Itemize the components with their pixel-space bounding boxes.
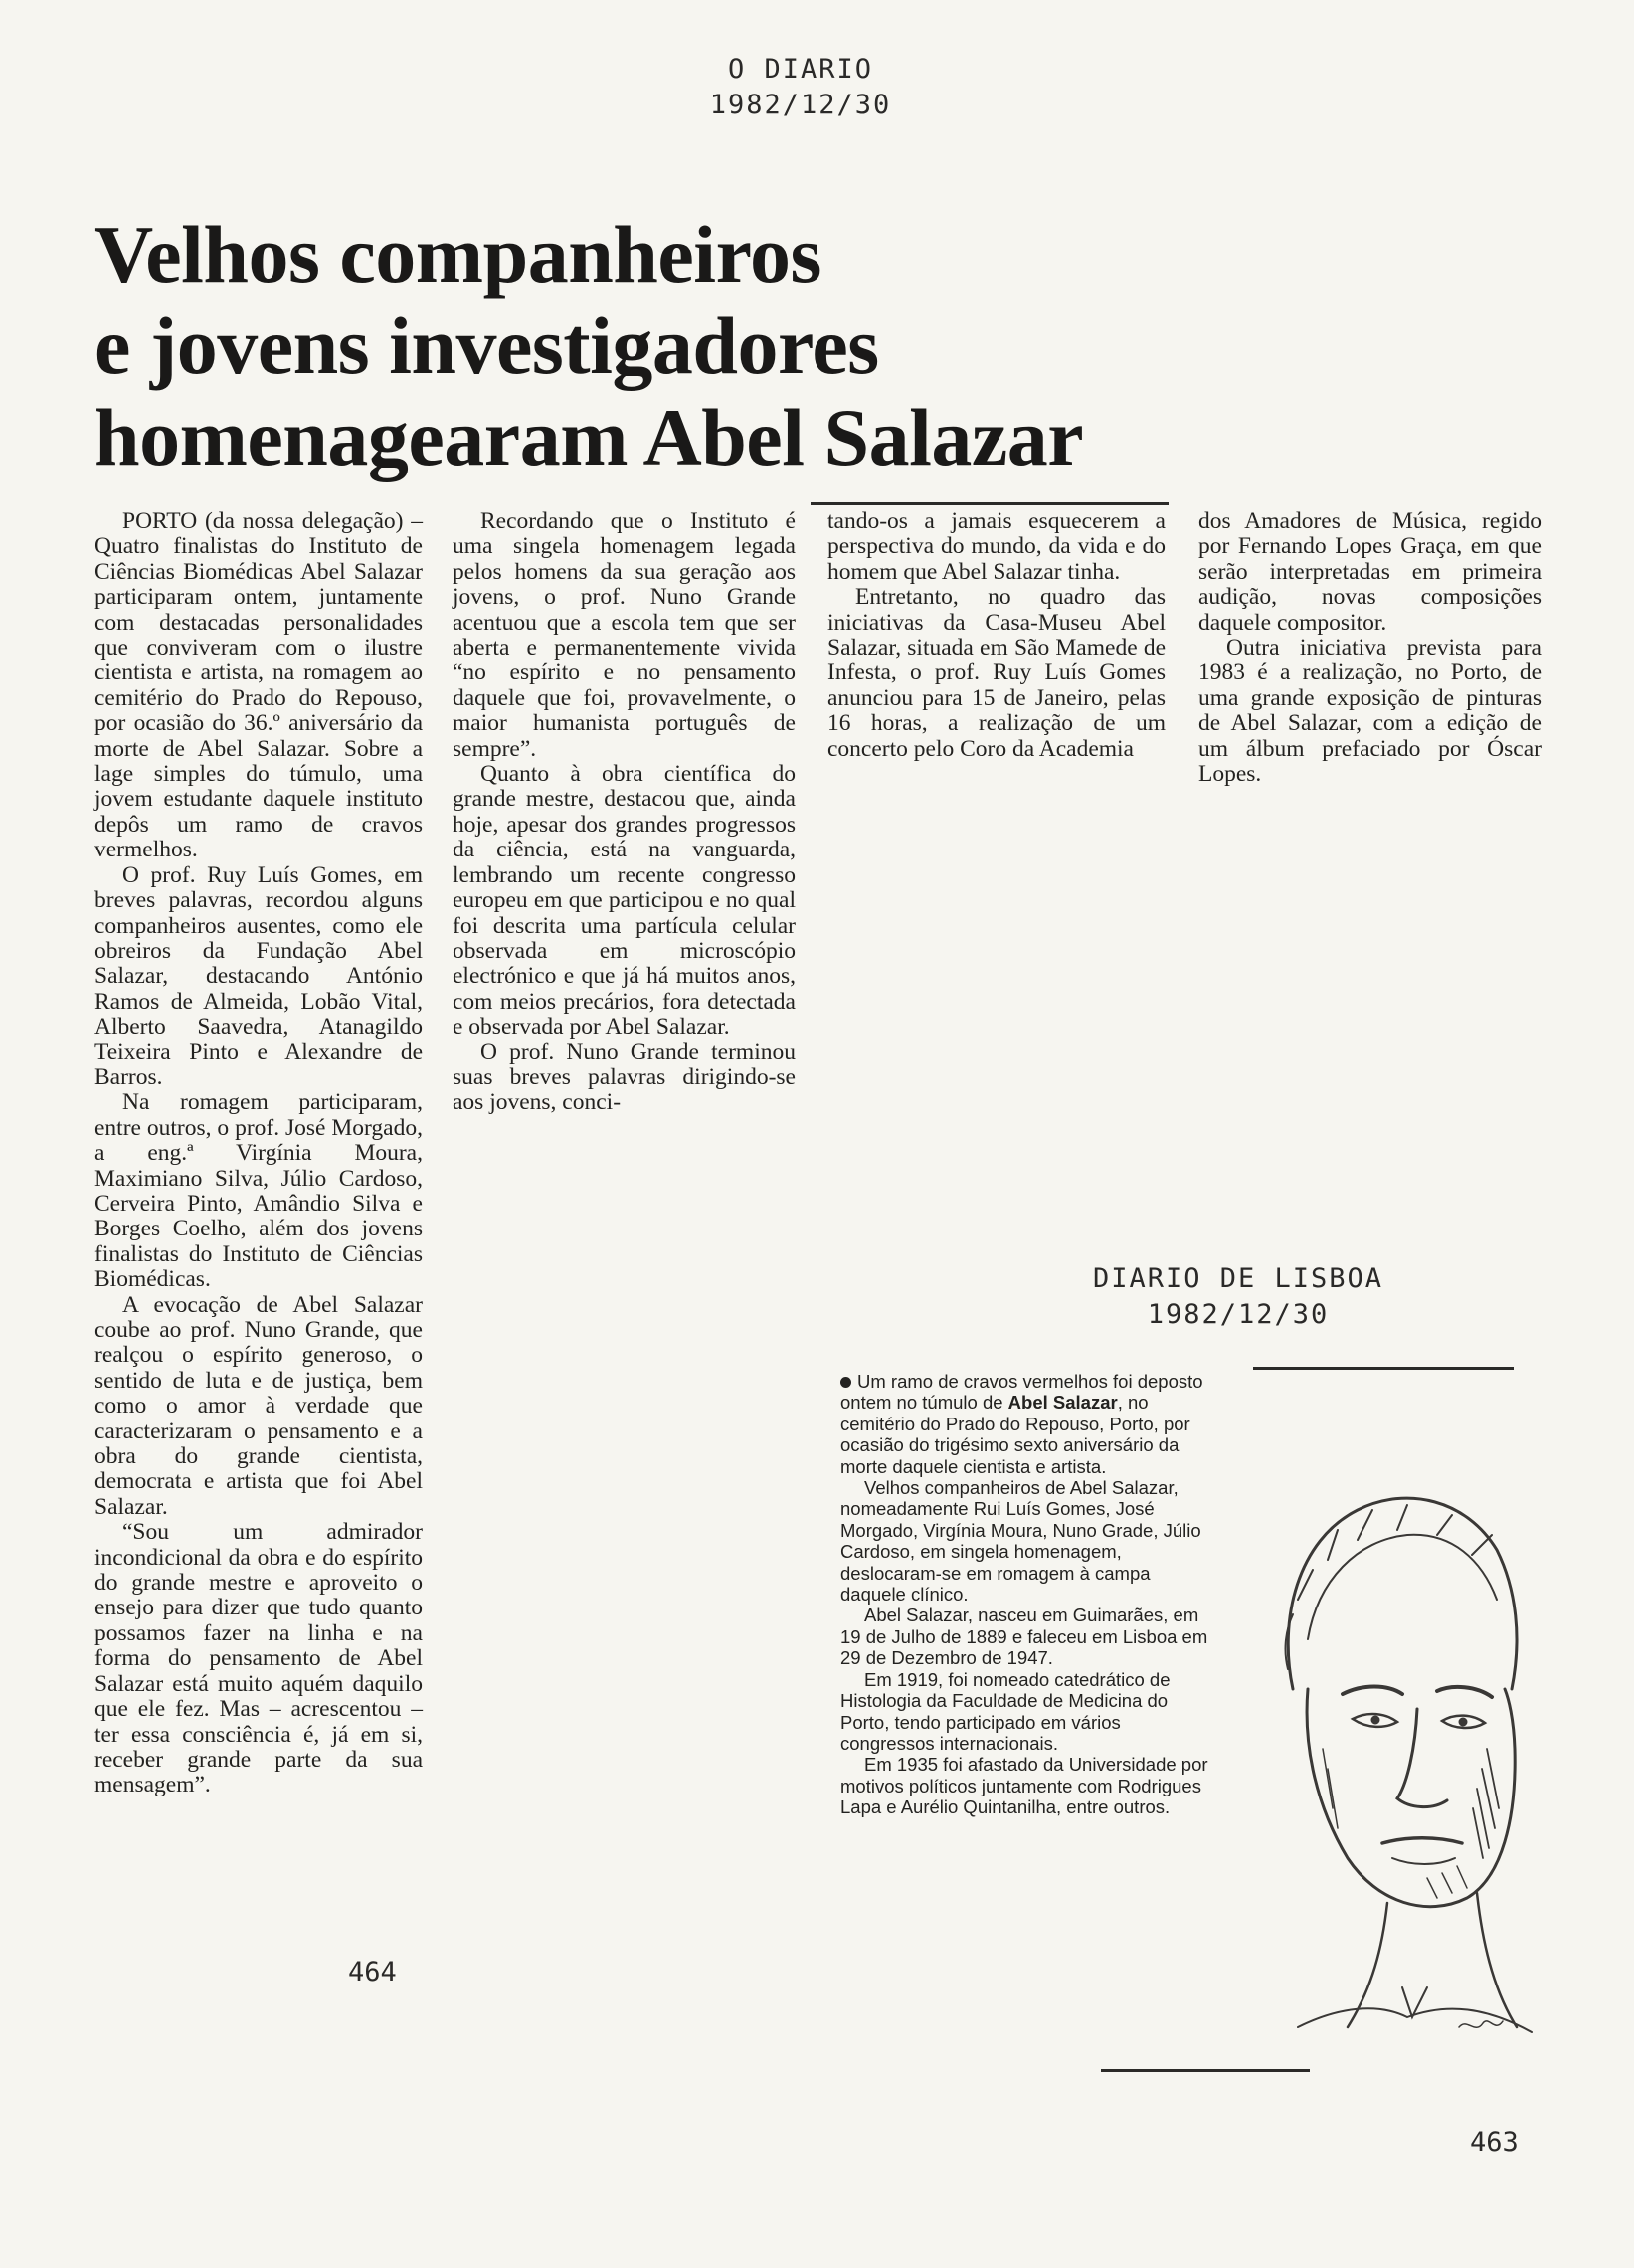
clip-top-rule [1253, 1367, 1514, 1370]
headline-line-1: Velhos companheiros [94, 209, 821, 299]
clip-paragraph: Velhos companheiros de Abel Salazar, nomeadamente Rui Luís Gomes, José Morgado, Virgínia Moura, Nuno Grade, Júlio Cardoso, em singela homenagem, deslocaram-se em romagem à campa daquele clínico. [840, 1477, 1201, 1606]
source-date: 1982/12/30 [1147, 1299, 1330, 1330]
paragraph: tando-os a jamais esquecerem a perspectiva do mundo, da vida e do homem que Abel Salazar tinha. [827, 508, 1166, 585]
article-column-1 [94, 509, 423, 1798]
article-column-2 [453, 509, 796, 1116]
paragraph: O prof. Ruy Luís Gomes, em breves palavras, recordou alguns companheiros ausentes, como ele obreiros da Fundação Abel Salazar, destacando António Ramos de Almeida, Lobão Vital, Alberto Saavedra, Atanagildo Teixeira Pinto e Alexandre de Barros. [94, 861, 423, 1090]
source-name: O DIARIO [727, 54, 874, 85]
paragraph: Na romagem participaram, entre outros, o prof. José Morgado, a eng.ª Virgínia Moura, Maximiano Silva, Júlio Cardoso, Cerveira Pinto, Amândio Silva e Borges Coelho, além dos jovens finalistas do Instituto de Ciências Biomédicas. [94, 1089, 423, 1293]
source-name: DIARIO DE LISBOA [1092, 1263, 1384, 1294]
headline-line-2: e jovens investigadores [94, 300, 879, 391]
portrait-sketch [1238, 1391, 1537, 2057]
source-stamp-top [636, 52, 965, 123]
clip-bottom-rule [1101, 2069, 1310, 2072]
bullet-icon [840, 1377, 851, 1388]
clip-text [840, 1371, 1216, 1818]
paragraph: “Sou um admirador incondicional da obra e do espírito do grande mestre e aproveito o ensejo para dizer que tudo quanto possamos fazer na linha e na forma do pensamento de Abel Salazar está muito aquém daquilo que ele fez. Mas – acrescentou – ter essa consciência é, já em si, receber grande parte da sua mensagem”. [94, 1519, 423, 1798]
headline-underline [811, 502, 1169, 505]
paragraph: dos Amadores de Música, regido por Fernando Lopes Graça, em que serão interpretadas em primeira audição, novas composições daquele compositor. [1198, 508, 1542, 636]
clip-paragraph: Abel Salazar, nasceu em Guimarães, em 19 de Julho de 1889 e faleceu em Lisboa em 29 de Dezembro de 1947. [840, 1605, 1208, 1669]
clip-paragraph: Em 1919, foi nomeado catedrático de Histologia da Faculdade de Medicina do Porto, tendo participado em vários congressos internacionais. [840, 1668, 1171, 1754]
article-column-3 [827, 509, 1166, 762]
clip-paragraph: Em 1935 foi afastado da Universidade por motivos políticos juntamente com Rodrigues Lapa e Aurélio Quintanilha, entre outros. [840, 1754, 1208, 1818]
paragraph: O prof. Nuno Grande terminou suas breves palavras dirigindo-se aos jovens, conci- [453, 1039, 796, 1116]
paragraph: Outra iniciativa prevista para 1983 é a realização, no Porto, de uma grande exposição de pinturas de Abel Salazar, com a edição de um álbum prefaciado por Óscar Lopes. [1198, 635, 1542, 788]
paragraph: PORTO (da nossa delegação) – Quatro finalistas do Instituto de Ciências Biomédicas Abel Salazar participaram ontem, juntamente com destacadas personalidades que conviveram com o ilustre cientista e artista, na romagem ao cemitério do Prado do Repouso, por ocasião do 36.º aniversário da morte de Abel Salazar. Sobre a lage simples do túmulo, uma jovem estudante daquele instituto depôs um ramo de cravos vermelhos. [94, 508, 423, 863]
page-number-right: 463 [1470, 2127, 1519, 2158]
headline [94, 209, 1248, 483]
paragraph: Recordando que o Instituto é uma singela homenagem legada pelos homens da sua geração aos jovens, o prof. Nuno Grande acentuou que a escola tem que ser aberta e permanentemente vivida “no espírito e no pensamento daquele que foi, provavelmente, o maior humanista português de sempre”. [453, 508, 796, 762]
diario-de-lisboa-clipping [840, 1371, 1537, 2077]
source-date: 1982/12/30 [709, 90, 892, 120]
paragraph: Quanto à obra científica do grande mestre, destacou que, ainda hoje, apesar dos grandes progressos da ciência, está na vanguarda, lembrando um recente congresso europeu em que participou e no qual foi descrita uma partícula celular observada em microscópio electrónico e que já há muitos anos, com meios precários, fora detectada e observada por Abel Salazar. [453, 761, 796, 1040]
paragraph: A evocação de Abel Salazar coube ao prof. Nuno Grande, que realçou o espírito generoso, o sentido de luta e de justiça, bem como o amor à verdade que caracterizaram o pensamento e a obra do grande cientista, democrata e artista que foi Abel Salazar. [94, 1291, 423, 1520]
headline-line-3: homenagearam Abel Salazar [94, 392, 1084, 482]
article-column-4 [1198, 509, 1542, 787]
page-number-left: 464 [348, 1957, 397, 1987]
paragraph: Entretanto, no quadro das iniciativas da Casa-Museu Abel Salazar, situada em São Mamede de Infesta, o prof. Ruy Luís Gomes anunciou para 15 de Janeiro, pelas 16 horas, a realização de um concerto pelo Coro da Academia [827, 584, 1166, 762]
source-stamp-bottom [1054, 1261, 1422, 1333]
person-name: Abel Salazar [1007, 1392, 1118, 1414]
clip-paragraph: Um ramo de cravos vermelhos foi deposto ontem no túmulo de Abel Salazar, no cemitério do Prado do Repouso, Porto, por ocasião do trigésimo sexto aniversário da morte daquele cientista e artista. [840, 1371, 1203, 1477]
